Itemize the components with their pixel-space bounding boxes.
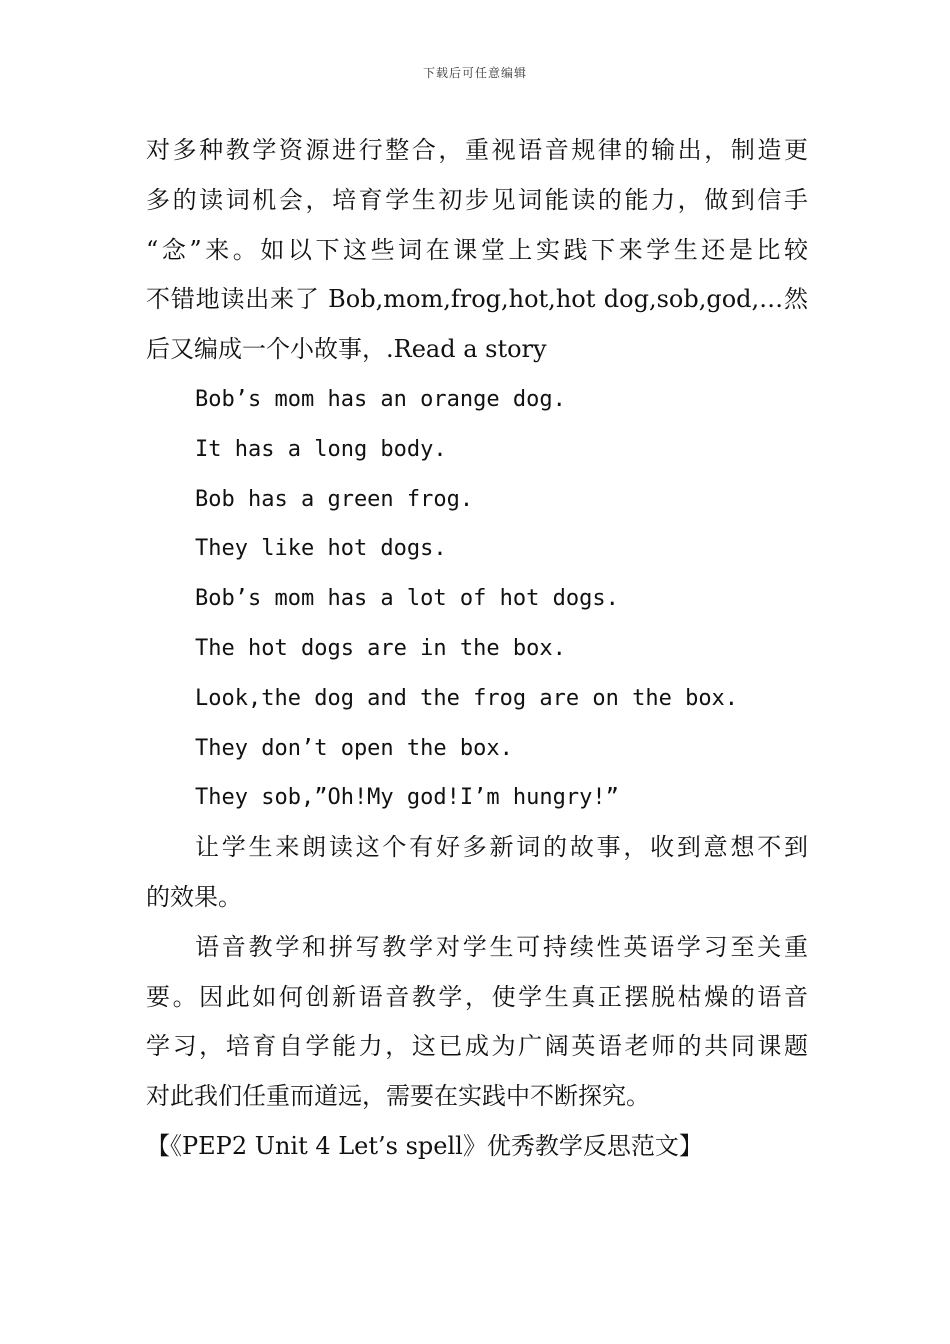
paragraph-line: 要。因此如何创新语音教学，使学生真正摆脱枯燥的语音 (146, 982, 808, 1011)
story-block (146, 375, 808, 823)
paragraph-line: 对此我们任重而道远，需要在实践中不断探究。 (146, 1082, 650, 1111)
document-body (146, 126, 808, 1172)
story-line: They don’t open the box. (195, 735, 513, 761)
paragraph-intro (146, 126, 808, 375)
paragraph-line: 语音教学和拼写教学对学生可持续性英语学习至关重 (195, 932, 808, 961)
paragraph-line: 后又编成一个小故事，.Read a story (146, 335, 547, 364)
paragraph-line: 多的读词机会，培育学生初步见词能读的能力，做到信手 (146, 185, 808, 214)
story-line: The hot dogs are in the box. (195, 635, 566, 661)
paragraph-effect (146, 823, 808, 923)
paragraph-line: 让学生来朗读这个有好多新词的故事，收到意想不到 (195, 833, 808, 862)
story-line: Bob’s mom has an orange dog. (195, 386, 566, 412)
paragraph-conclusion (146, 923, 808, 1122)
story-line: They like hot dogs. (195, 536, 447, 562)
page-header: 下载后可任意编辑 (422, 66, 527, 80)
closing-title: 【《PEP2 Unit 4 Let’s spell》优秀教学反思范文】 (146, 1131, 703, 1160)
paragraph-line: 学习，培育自学能力，这已成为广阔英语老师的共同课题 (146, 1032, 808, 1061)
paragraph-line: 对多种教学资源进行整合，重视语音规律的输出，制造更 (146, 136, 808, 164)
paragraph-line: “念”来。如以下这些词在课堂上实践下来学生还是比较 (146, 235, 808, 264)
paragraph-line: 不错地读出来了 Bob,mom,frog,hot,hot dog,sob,god,…然 (146, 285, 808, 314)
story-line: Bob’s mom has a lot of hot dogs. (195, 586, 619, 612)
story-line: Look,the dog and the frog are on the box. (195, 685, 739, 711)
story-line: They sob,”Oh!My god!I’m hungry!” (195, 785, 619, 811)
story-line: Bob has a green frog. (195, 486, 474, 512)
paragraph-line: 的效果。 (146, 882, 242, 911)
story-line: It has a long body. (195, 436, 447, 462)
